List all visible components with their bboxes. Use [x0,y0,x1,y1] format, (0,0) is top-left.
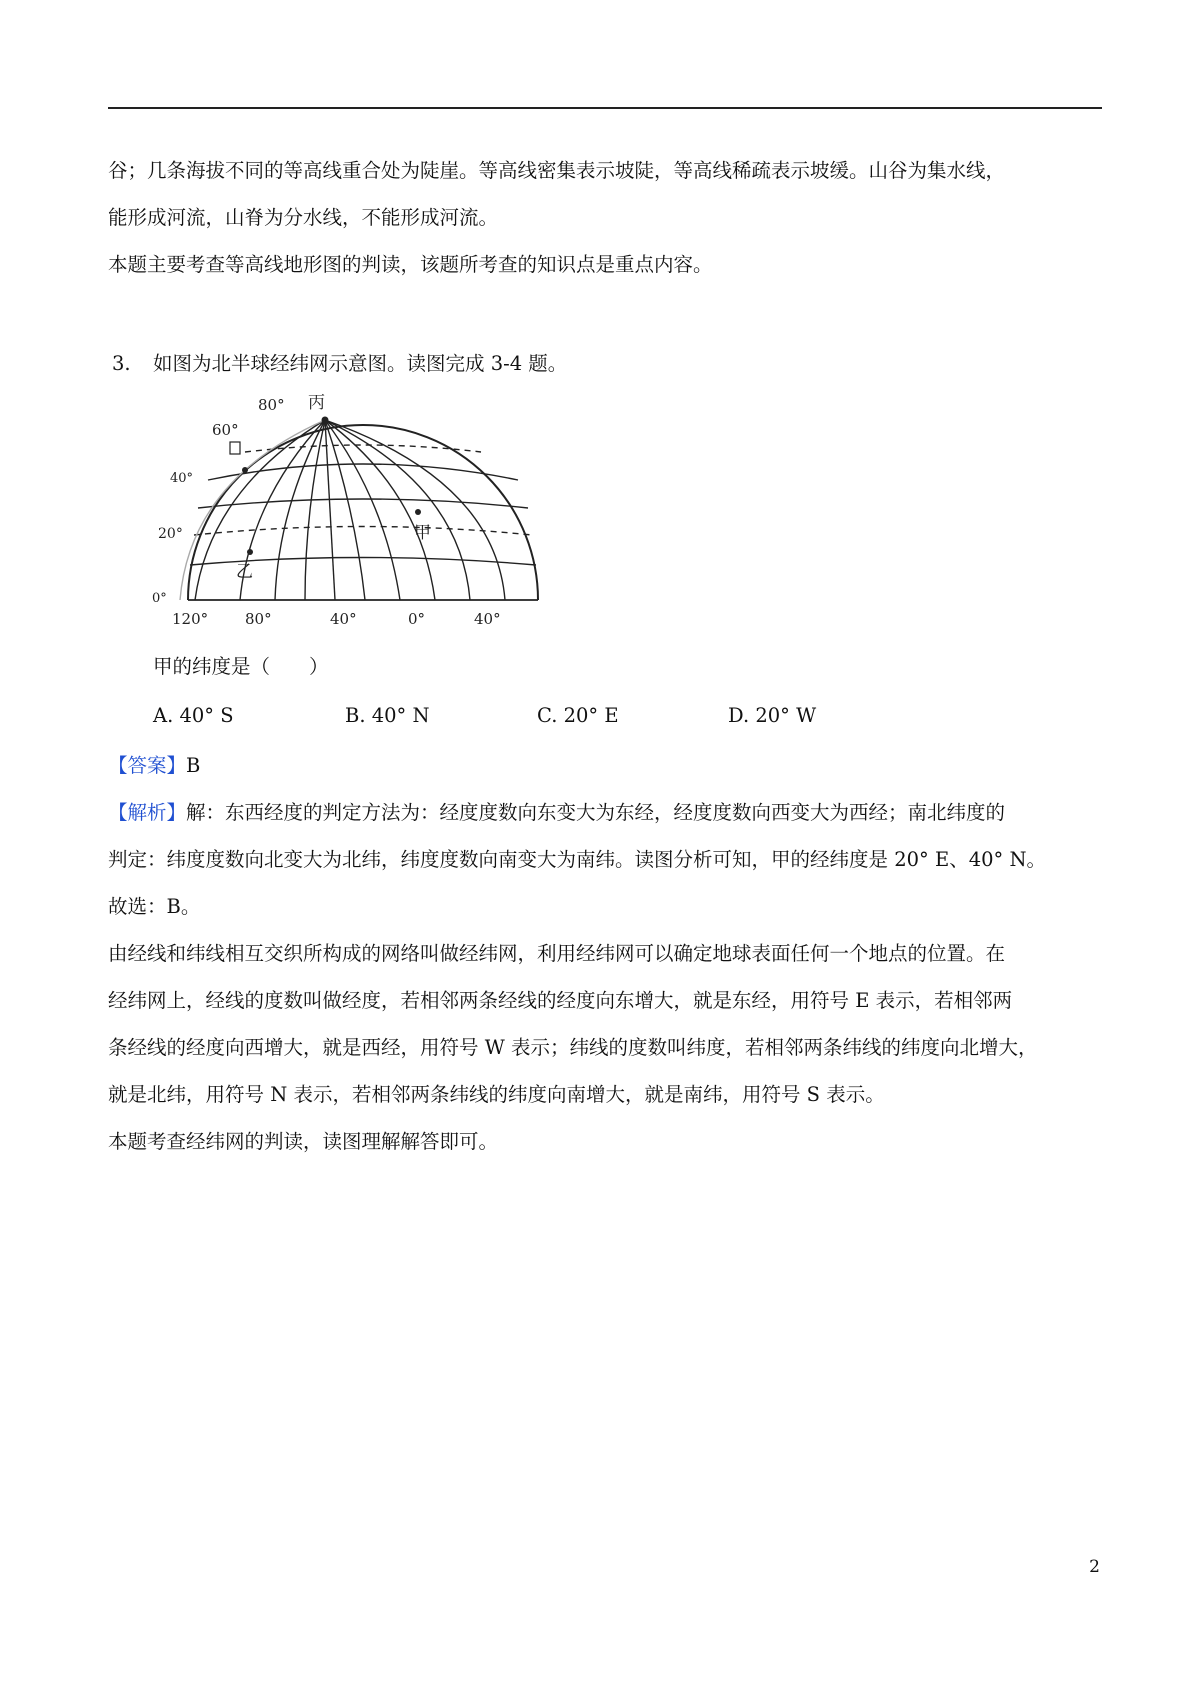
answer-tag: 【答案】 [108,754,187,777]
lat-label-0: 0° [152,591,167,606]
page-number: 2 [1089,1557,1100,1577]
analysis-text-1: 解：东西经度的判定方法为：经度度数向东变大为东经，经度度数向西变大为西经；南北纬度的 [186,801,1006,824]
analysis-line-7: 就是北纬，用符号 N 表示，若相邻两条纬线的纬度向南增大，就是南纬，用符号 S 表示。 [108,1083,885,1106]
analysis-line-6: 条经线的经度向西增大，就是西经，用符号 W 表示；纬线的度数叫纬度，若相邻两条纬线的纬度向北增大， [108,1036,1038,1059]
pole-label: 丙 [308,393,325,413]
header-rule [108,107,1102,109]
lon-label-40b: 40° [474,610,501,628]
meridian-6 [325,420,365,600]
option-c: C. 20° E [537,704,619,727]
lat-line-40 [198,499,528,508]
lat-line-60 [208,464,518,480]
prev-paragraph-line-2: 能形成河流，山脊为分水线，不能形成河流。 [108,206,499,229]
yi-label: 乙 [236,562,253,582]
graticule-figure [150,390,570,630]
question-number: 3. [112,352,131,375]
analysis-line-2: 判定：纬度度数向北变大为北纬，纬度度数向南变大为南纬。读图分析可知，甲的经纬度是 20° E、40° N。 [108,848,1047,871]
lon-label-80: 80° [245,610,272,628]
analysis-line-4: 由经线和纬线相互交织所构成的网络叫做经纬网，利用经纬网可以确定地球表面任何一个地点的位置。在 [108,942,1006,965]
option-d: D. 20° W [728,704,817,727]
answer-line [108,753,200,779]
jia-label: 甲 [414,523,431,543]
lat-label-80: 80° [258,396,285,414]
lat-label-20: 20° [158,526,183,542]
lon-label-40a: 40° [330,610,357,628]
option-b: B. 40° N [345,704,430,727]
yi-point [247,549,253,555]
answer-value: B [186,754,201,777]
lon-label-120: 120° [172,610,209,628]
jia-point [415,509,421,515]
lon-label-0: 0° [408,610,426,628]
lat-label-60: 60° [212,421,239,439]
analysis-line-5: 经纬网上，经线的度数叫做经度，若相邻两条经线的经度向东增大，就是东经，用符号 E 表示，若相邻两 [108,989,1013,1012]
prev-paragraph-line-1: 谷；几条海拔不同的等高线重合处为陡崖。等高线密集表示坡陡，等高线稀疏表示坡缓。山谷为集水线， [108,159,1006,182]
analysis-line-1 [108,800,1005,826]
option-a: A. 40° S [153,704,234,727]
analysis-line-3: 故选：B。 [108,895,201,918]
question-text: 如图为北半球经纬网示意图。读图完成 3-4 题。 [153,352,568,375]
sub-question: 甲的纬度是（ ） [153,655,329,678]
ding-point [242,467,248,473]
analysis-line-8: 本题考查经纬网的判读，读图理解解答即可。 [108,1130,499,1153]
meridian-4 [305,420,325,600]
analysis-tag: 【解析】 [108,801,187,824]
prev-paragraph-line-3: 本题主要考查等高线地形图的判读，该题所考查的知识点是重点内容。 [108,253,713,276]
lat-label-40: 40° [170,471,194,486]
ding-box-icon [230,442,240,454]
pole-point [322,417,329,424]
